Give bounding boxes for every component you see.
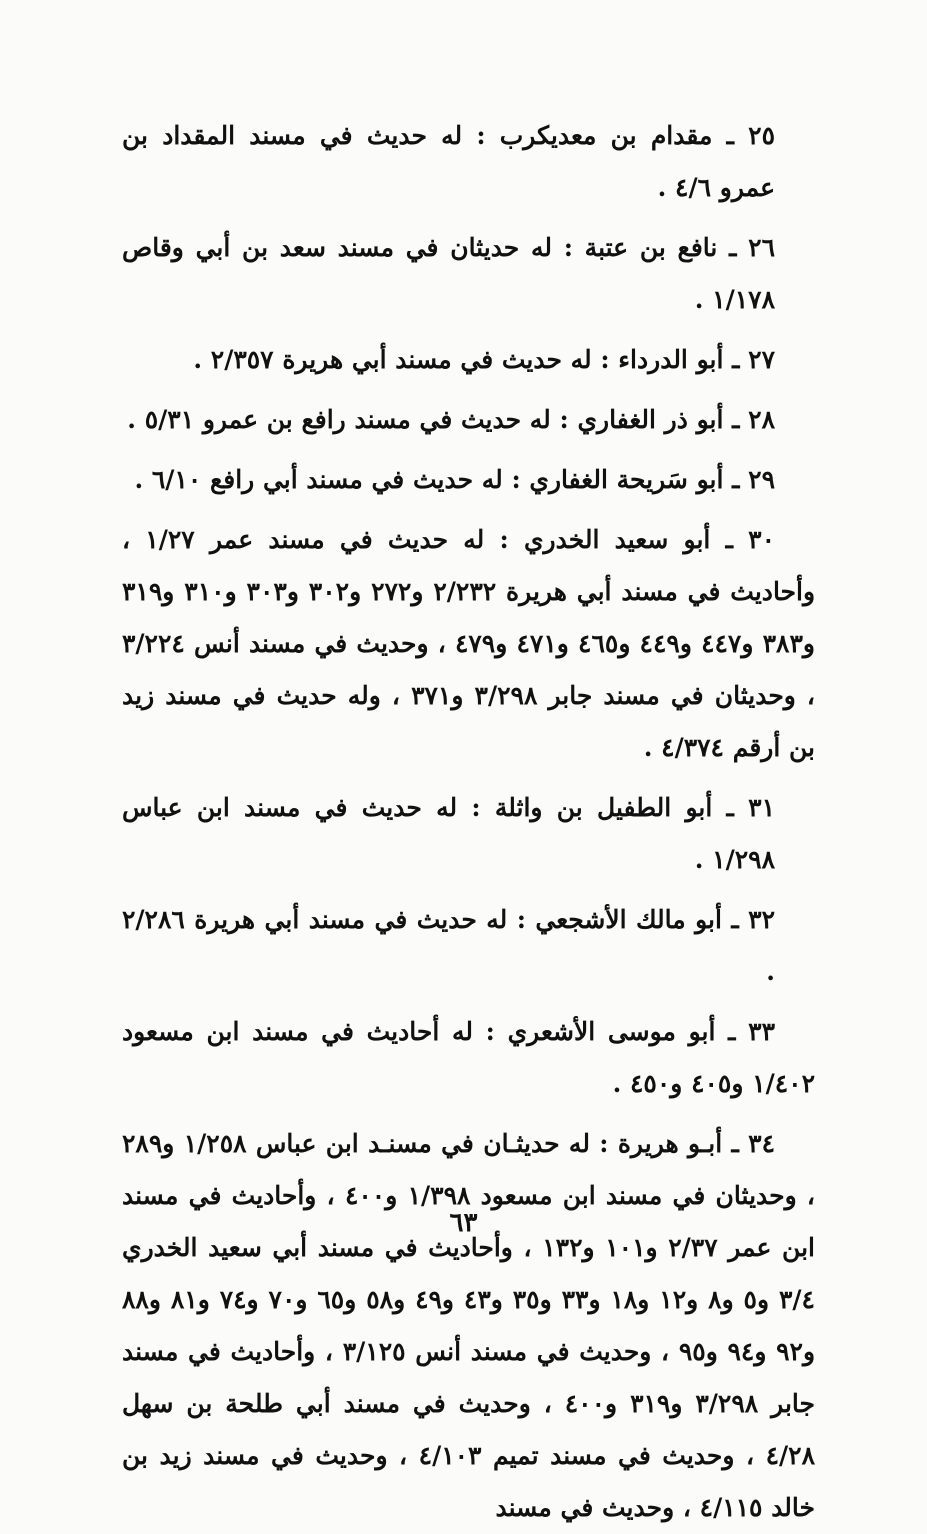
body-text: [122, 110, 815, 1534]
page-number: ٦٣: [449, 1208, 478, 1238]
entry-28: ٢٨ ـ أبو ذر الغفاري : له حديث في مسند رافع بن عمرو ٥/٣١ .: [127, 405, 775, 434]
entry-34: ٣٤ ـ أبـو هريرة : له حديثـان في مسنـد ابن عباس ١/٢٥٨ و٢٨٩ ، وحديثان في مسند ابن مسعود ١/٣٩٨ و٤٠٠ ، وأحاديث في مسند ابن عمر ٢/٣٧ و١٠١ و١٣٢ ، وأحاديث في مسند أبي سعيد الخدري ٣/٤ و٥ و٨ و١٢ و١٨ و٣٣ و٣٥ و٤٣ و٤٩ و٥٨ و٦٥ و٧٠ و٧٤ و٨١ و٨٨ و٩٢ و٩٤ و٩٥ ، وحديث في مسند أنس ٣/١٢٥ ، وأحاديث في مسند جابر ٣/٢٩٨ و٣١٩ و٤٠٠ ، وحديث في مسند أبي طلحة بن سهل ٤/٢٨ ، وحديث في مسند تميم ٤/١٠٣ ، وحديث في مسند زيد بن خالد ٤/١١٥ ، وحديث في مسند: [122, 1129, 816, 1522]
entry-32: ٣٢ ـ أبو مالك الأشجعي : له حديث في مسند أبي هريرة ٢/٢٨٦ .: [122, 905, 775, 986]
entry-29: ٢٩ ـ أبو سَريحة الغفاري : له حديث في مسند أبي رافع ٦/١٠ .: [134, 465, 775, 494]
entry-25: ٢٥ ـ مقدام بن معديكرب : له حديث في مسند المقداد بن عمرو ٤/٦ .: [122, 121, 775, 202]
entry-27: ٢٧ ـ أبو الدرداء : له حديث في مسند أبي هريرة ٢/٣٥٧ .: [193, 345, 775, 374]
entry-26: ٢٦ ـ نافع بن عتبة : له حديثان في مسند سعد بن أبي وقاص ١/١٧٨ .: [122, 233, 775, 314]
entry-31: ٣١ ـ أبو الطفيل بن واثلة : له حديث في مسند ابن عباس ١/٢٩٨ .: [122, 793, 775, 874]
entry-33: ٣٣ ـ أبو موسى الأشعري : له أحاديث في مسند ابن مسعود ١/٤٠٢ و٤٠٥ و٤٥٠ .: [122, 1017, 815, 1098]
entry-30: ٣٠ ـ أبو سعيد الخدري : له حديث في مسند عمر ١/٢٧ ، وأحاديث في مسند أبي هريرة ٢/٢٣٢ و٢٧٢ و٣٠٢ و٣٠٣ و٣١٠ و٣١٩ و٣٨٣ و٤٤٧ و٤٤٩ و٤٦٥ و٤٧١ و٤٧٩ ، وحديث في مسند أنس ٣/٢٢٤ ، وحديثان في مسند جابر ٣/٢٩٨ و٣٧١ ، وله حديث في مسند زيد بن أرقم ٤/٣٧٤ .: [122, 525, 816, 762]
